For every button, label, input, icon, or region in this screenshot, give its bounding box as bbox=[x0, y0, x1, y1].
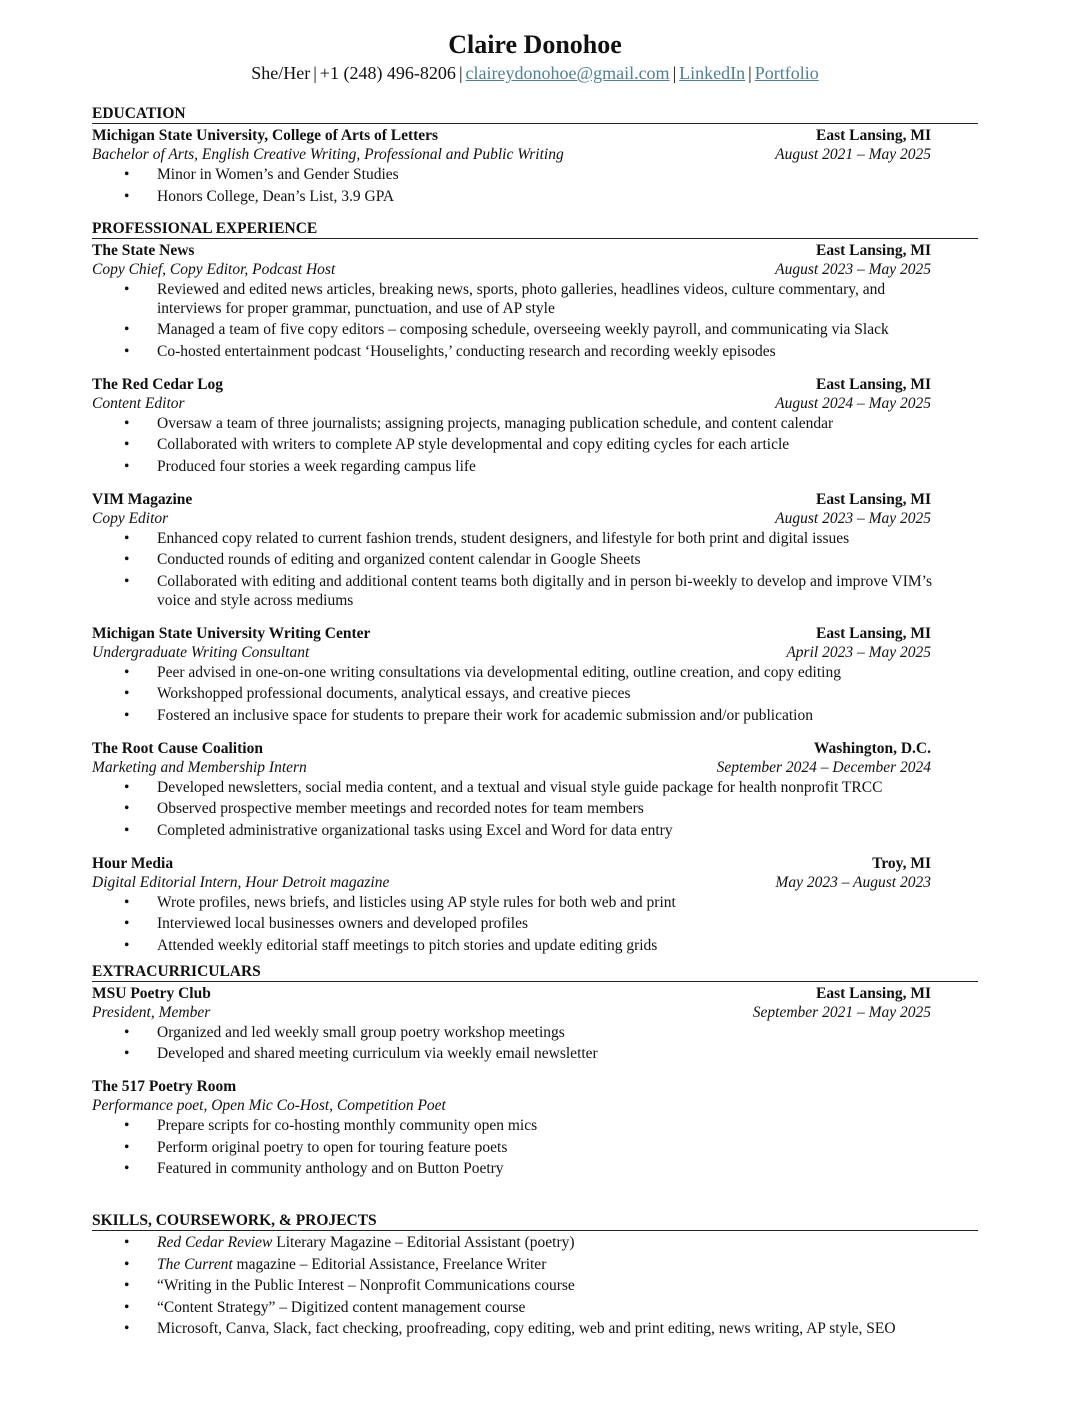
entry-location: East Lansing, MI bbox=[816, 375, 931, 393]
list-item: • Conducted rounds of editing and organized content calendar in Google Sheets bbox=[92, 550, 937, 569]
bullet-list bbox=[92, 1233, 978, 1338]
entry-org: MSU Poetry Club bbox=[92, 984, 211, 1002]
bullet-list bbox=[92, 529, 978, 610]
list-item: • Attended weekly editorial staff meetings to pitch stories and update editing grids bbox=[92, 936, 937, 955]
entry-role: Copy Chief, Copy Editor, Podcast Host bbox=[92, 260, 336, 278]
bullet-list bbox=[92, 1023, 978, 1064]
extracurricular-entry bbox=[92, 984, 978, 1064]
entry-org: The State News bbox=[92, 241, 195, 259]
list-item: • Collaborated with writers to complete AP style developmental and copy editing cycles for each article bbox=[92, 435, 937, 454]
list-item: • Oversaw a team of three journalists; assigning projects, managing publication schedule, and content calendar bbox=[92, 414, 937, 433]
entry-dates: September 2024 – December 2024 bbox=[716, 758, 931, 776]
section-title: EXTRACURRICULARS bbox=[92, 963, 978, 982]
list-item: • Featured in community anthology and on Button Poetry bbox=[92, 1159, 937, 1178]
entry-dates: August 2023 – May 2025 bbox=[775, 509, 931, 527]
list-item: • “Writing in the Public Interest – Nonprofit Communications course bbox=[92, 1276, 937, 1295]
list-item: • The Current magazine – Editorial Assistance, Freelance Writer bbox=[92, 1255, 937, 1274]
bullet-list bbox=[92, 778, 978, 840]
list-item: • Honors College, Dean’s List, 3.9 GPA bbox=[92, 187, 937, 206]
degree: Bachelor of Arts, English Creative Writing, Professional and Public Writing bbox=[92, 146, 564, 163]
bullet-list bbox=[92, 1116, 978, 1178]
experience-entry bbox=[92, 490, 978, 610]
entry-org: The 517 Poetry Room bbox=[92, 1078, 237, 1095]
entry-location: East Lansing, MI bbox=[816, 490, 931, 508]
list-item: • Enhanced copy related to current fashion trends, student designers, and lifestyle for both print and digital issues bbox=[92, 529, 937, 548]
section-title: SKILLS, COURSEWORK, & PROJECTS bbox=[92, 1212, 978, 1231]
list-item: • Prepare scripts for co-hosting monthly community open mics bbox=[92, 1116, 937, 1135]
list-item: • Interviewed local businesses owners and developed profiles bbox=[92, 914, 937, 933]
list-item: • Developed newsletters, social media content, and a textual and visual style guide package for health nonprofit TRCC bbox=[92, 778, 937, 797]
pronouns: She/Her bbox=[251, 63, 311, 83]
entry-location: Troy, MI bbox=[872, 854, 931, 872]
entry-location: East Lansing, MI bbox=[816, 127, 931, 144]
extracurriculars-section bbox=[92, 963, 978, 1179]
experience-entry bbox=[92, 375, 978, 476]
contact-line: She/Her | +1 (248) 496-8206 | claireydonohoe@gmail.com | LinkedIn | Portfolio bbox=[251, 63, 819, 83]
list-item: • Managed a team of five copy editors – composing schedule, overseeing weekly payroll, and communicating via Slack bbox=[92, 320, 937, 339]
entry-dates: August 2021 – May 2025 bbox=[775, 146, 931, 163]
entry-org: VIM Magazine bbox=[92, 490, 193, 508]
entry-dates: September 2021 – May 2025 bbox=[752, 1003, 931, 1021]
entry-location: Washington, D.C. bbox=[813, 739, 931, 757]
experience-section bbox=[92, 220, 978, 955]
entry-org: The Red Cedar Log bbox=[92, 375, 224, 393]
experience-entry bbox=[92, 624, 978, 725]
entry-org: Michigan State University Writing Center bbox=[92, 624, 371, 642]
portfolio-link[interactable]: Portfolio bbox=[754, 63, 819, 83]
bullet-list bbox=[92, 165, 978, 206]
skills-section bbox=[92, 1212, 978, 1338]
experience-entry bbox=[92, 739, 978, 840]
list-item: • Co-hosted entertainment podcast ‘Houselights,’ conducting research and recording weekly episodes bbox=[92, 342, 937, 361]
applicant-name: Claire Donohoe bbox=[448, 30, 622, 59]
entry-location: East Lansing, MI bbox=[816, 984, 931, 1002]
entry-location: East Lansing, MI bbox=[816, 241, 931, 259]
list-item: • Red Cedar Review Literary Magazine – Editorial Assistant (poetry) bbox=[92, 1233, 937, 1252]
entry-role: Undergraduate Writing Consultant bbox=[92, 643, 310, 661]
entry-org: The Root Cause Coalition bbox=[92, 739, 263, 757]
list-item: • Observed prospective member meetings and recorded notes for team members bbox=[92, 799, 937, 818]
section-title: PROFESSIONAL EXPERIENCE bbox=[92, 220, 978, 239]
list-item: • Produced four stories a week regarding campus life bbox=[92, 457, 937, 476]
entry-role: Content Editor bbox=[92, 394, 185, 412]
list-item: • Reviewed and edited news articles, breaking news, sports, photo galleries, headlines videos, culture commentary, and interviews for proper grammar, punctuation, and use of AP style bbox=[92, 280, 937, 318]
bullet-list bbox=[92, 280, 978, 361]
education-section bbox=[92, 105, 978, 206]
bullet-list bbox=[92, 414, 978, 476]
list-item: • Collaborated with editing and additional content teams both digitally and in person bi-weekly to develop and improve VIM’s voice and style across mediums bbox=[92, 572, 937, 610]
entry-role: Performance poet, Open Mic Co-Host, Competition Poet bbox=[92, 1097, 446, 1114]
entry-dates: April 2023 – May 2025 bbox=[786, 643, 931, 661]
entry-dates: August 2024 – May 2025 bbox=[775, 394, 931, 412]
list-item: • Developed and shared meeting curriculum via weekly email newsletter bbox=[92, 1044, 937, 1063]
list-item: • Wrote profiles, news briefs, and listicles using AP style rules for both web and print bbox=[92, 893, 937, 912]
list-item: • Workshopped professional documents, analytical essays, and creative pieces bbox=[92, 684, 937, 703]
resume-page bbox=[92, 30, 978, 1341]
bullet-list bbox=[92, 663, 978, 725]
school-name: Michigan State University, College of Arts of Letters bbox=[92, 127, 439, 144]
phone-number: +1 (248) 496-8206 bbox=[319, 63, 456, 83]
bullet-list bbox=[92, 893, 978, 955]
list-item: • Completed administrative organizational tasks using Excel and Word for data entry bbox=[92, 821, 937, 840]
email-link[interactable]: claireydonohoe@gmail.com bbox=[465, 63, 670, 83]
experience-entry bbox=[92, 241, 978, 361]
entry-org: Hour Media bbox=[92, 854, 174, 872]
list-item: • Peer advised in one-on-one writing consultations via developmental editing, outline creation, and copy editing bbox=[92, 663, 937, 682]
entry-location: East Lansing, MI bbox=[816, 624, 931, 642]
section-title: EDUCATION bbox=[92, 105, 978, 124]
extracurricular-entry bbox=[92, 1077, 978, 1178]
list-item: • Microsoft, Canva, Slack, fact checking, proofreading, copy editing, web and print editing, news writing, AP style, SEO bbox=[92, 1319, 957, 1338]
entry-role: Marketing and Membership Intern bbox=[92, 758, 307, 776]
experience-entry bbox=[92, 854, 978, 955]
linkedin-link[interactable]: LinkedIn bbox=[679, 63, 746, 83]
entry-role: President, Member bbox=[92, 1003, 211, 1021]
education-entry bbox=[92, 126, 978, 206]
entry-role: Digital Editorial Intern, Hour Detroit magazine bbox=[92, 873, 390, 891]
list-item: • Organized and led weekly small group poetry workshop meetings bbox=[92, 1023, 937, 1042]
entry-dates: August 2023 – May 2025 bbox=[775, 260, 931, 278]
list-item: • Perform original poetry to open for touring feature poets bbox=[92, 1138, 937, 1157]
list-item: • Fostered an inclusive space for students to prepare their work for academic submission and/or publication bbox=[92, 706, 937, 725]
entry-role: Copy Editor bbox=[92, 509, 169, 527]
list-item: • Minor in Women’s and Gender Studies bbox=[92, 165, 937, 184]
entry-dates: May 2023 – August 2023 bbox=[775, 873, 931, 891]
list-item: • “Content Strategy” – Digitized content management course bbox=[92, 1298, 937, 1317]
